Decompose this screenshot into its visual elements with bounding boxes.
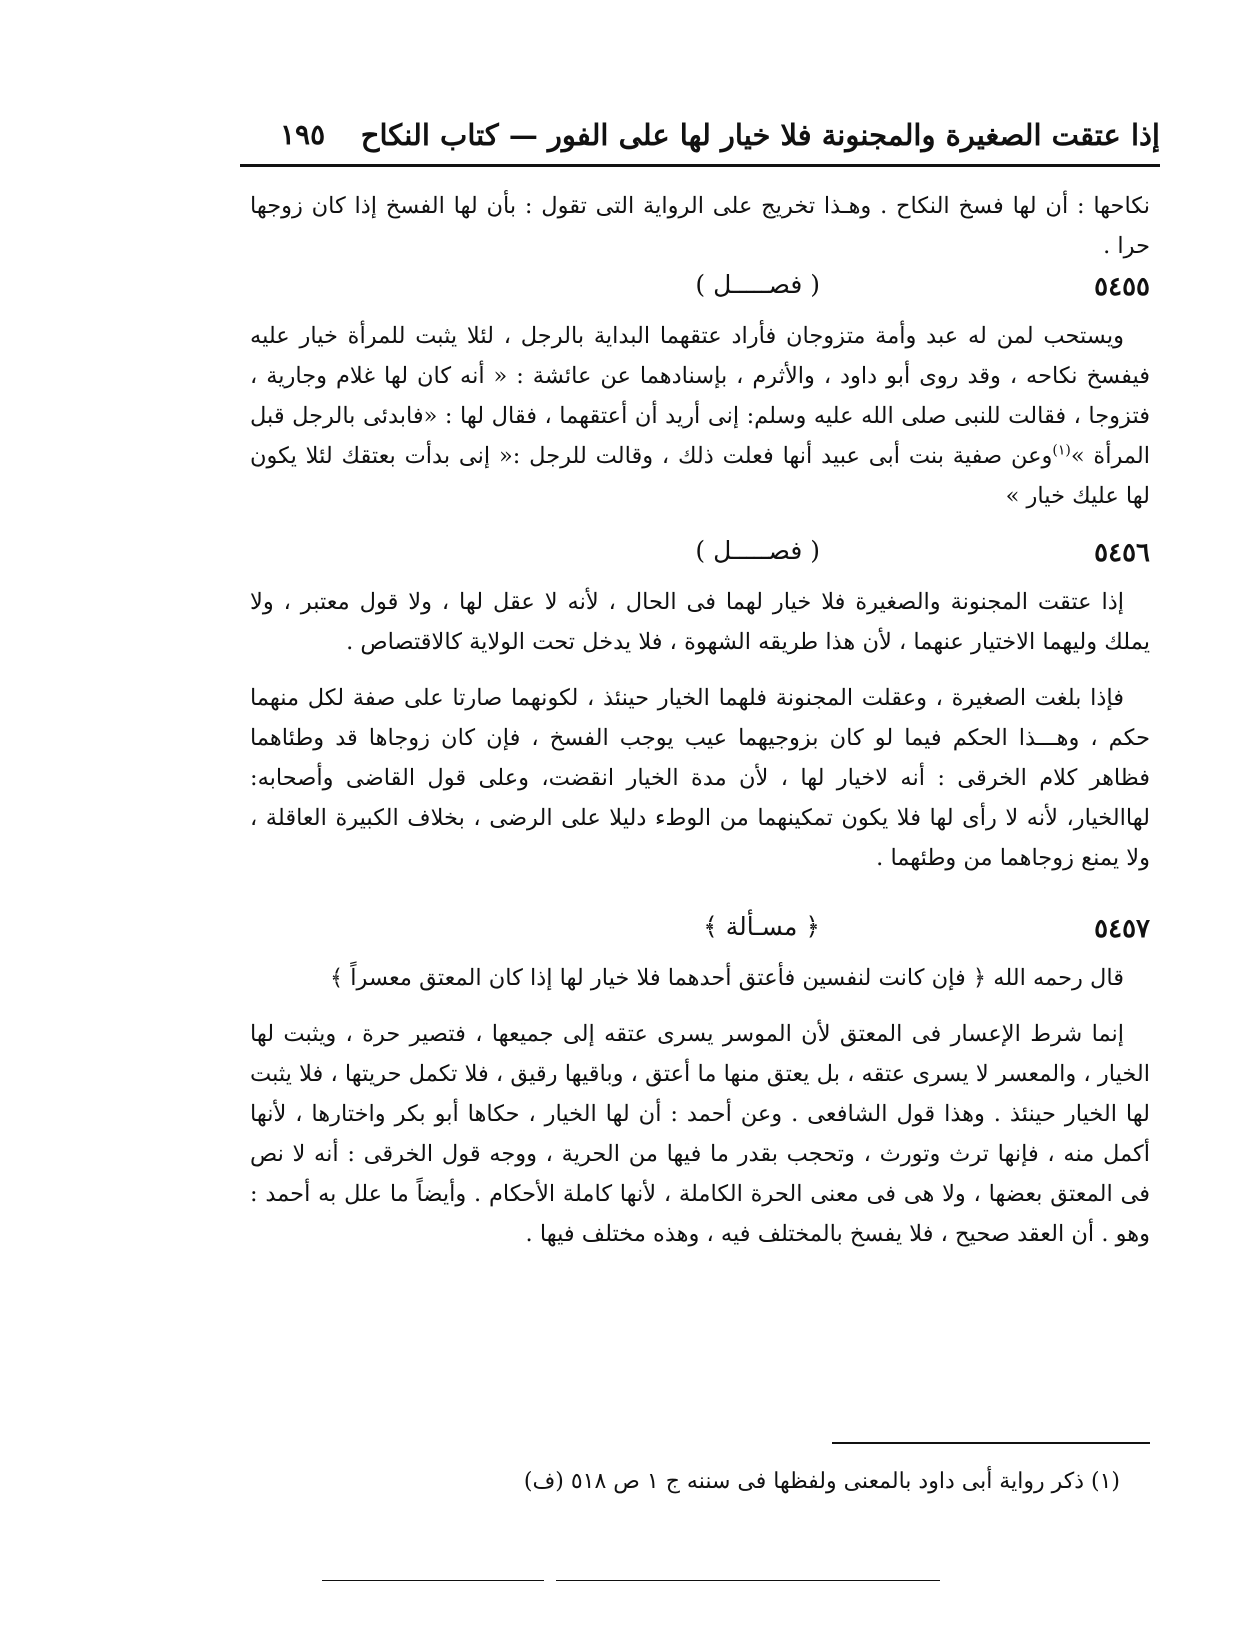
section-5456-paragraph-2: فإذا بلغت الصغيرة ، وعقلت المجنونة فلهما الخيار حينئذ ، لكونهما صارتا على صفة لكل منهما حكم ، وهـــذا الحكم فيما لو كان بزوجيهما عيب يوجب الفسخ ، فإن كان زوجاها قد وطئاهما فظاهر كلام الخرقى : أنه لاخيار لها ، لأن مدة الخيار انقضت، وعلى قول القاضى وأصحابه: لهاالخيار، لأنه لا رأى لها فلا يكون تمكينهما من الوطء دليلا على الرضى ، بخلاف الكبيرة العاقلة ، ولا يمنع زوجاهما من وطئهما . [250,685,1150,871]
section-heading-5456 [250,532,1150,582]
section-5456-paragraph-1: إذا عتقت المجنونة والصغيرة فلا خيار لهما فى الحال ، لأنه لا عقل لها ، ولا قول معتبر ، ولا يملك وليهما الاختيار عنهما ، لأن هذا طريقه الشهوة ، فلا يدخل تحت الولاية كالاقتصاص . [250,589,1150,655]
intro-paragraph: نكاحها : أن لها فسخ النكاح . وهـذا تخريج على الرواية التى تقول : بأن لها الفسخ إذا كان زوجها حرا . [250,193,1150,259]
header-title: إذا عتقت الصغيرة والمجنونة فلا خيار لها على الفور — كتاب النكاح [360,118,1160,152]
footnote: (١) ذكر رواية أبى داود بالمعنى ولفظها فى سننه ج ١ ص ٥١٨ (ف) [523,1469,1120,1494]
running-header [240,112,1160,162]
bottom-rule-right [556,1580,940,1581]
section-5457-paragraph: إنما شرط الإعسار فى المعتق لأن الموسر يسرى عتقه إلى جميعها ، فتصير حرة ، ويثبت لها الخيار ، والمعسر لا يسرى عتقه ، بل يعتق منها ما أعتق ، وباقيها رقيق ، فلا تكمل حريتها ، فلا يثبت لها الخيار حينئذ . وهذا قول الشافعى . وعن أحمد : أن لها الخيار ، حكاها أبو بكر واختارها ، لأنها أكمل منه ، فإنها ترث وتورث ، وتحجب بقدر ما فيها من الحرية ، ووجه قول الخرقى : أنه لا نص فى المعتق بعضها ، ولا هى فى معنى الحرة الكاملة ، لأنها كاملة الأحكام . وأيضاً ما علل به أحمد : وهو . أن العقد صحيح ، فلا يفسخ بالمختلف فيه ، وهذه مختلف فيها . [250,1021,1150,1247]
section-number: ٥٤٥٥ [1094,272,1150,302]
page-body [250,186,1150,1254]
section-number: ٥٤٥٦ [1094,538,1150,568]
section-label: ﴿ مسـألة ﴾ [703,912,820,941]
section-5455-paragraph [250,316,1150,516]
section-heading-5455 [250,266,1150,316]
bottom-rule-left [322,1580,544,1581]
section-heading-5457 [250,908,1150,958]
section-number: ٥٤٥٧ [1094,914,1150,944]
page-number: ١٩٥ [280,118,326,151]
footnote-rule [832,1442,1150,1444]
section-label: ( فصـــــل ) [695,536,820,565]
section-label: ( فصـــــل ) [695,270,820,299]
header-rule [240,164,1160,167]
paragraph-text: ويستحب لمن له عبد وأمة متزوجان فأراد عتقهما البداية بالرجل ، لئلا يثبت للمرأة خيار عليه فيفسخ نكاحه ، وقد روى أبو داود ، والأثرم ، بإسنادهما عن عائشة : « أنه كان لها غلام وجارية ، فتزوجا ، فقالت للنبى صلى الله عليه وسلم: إنى أريد أن أعتقهما ، فقال لها : «فابدئى بالرجل قبل المرأة » [250,323,1150,469]
paragraph-text: وعن صفية بنت أبى عبيد أنها فعلت ذلك ، وقالت للرجل :« إنى بدأت بعتقك لئلا يكون لها عليك خيار » [250,443,1150,509]
section-5457-quote: قال رحمه الله ﴿ فإن كانت لنفسين فأعتق أحدهما فلا خيار لها إذا كان المعتق معسراً ﴾ [329,965,1124,991]
footnote-marker: (١) [1052,442,1071,459]
